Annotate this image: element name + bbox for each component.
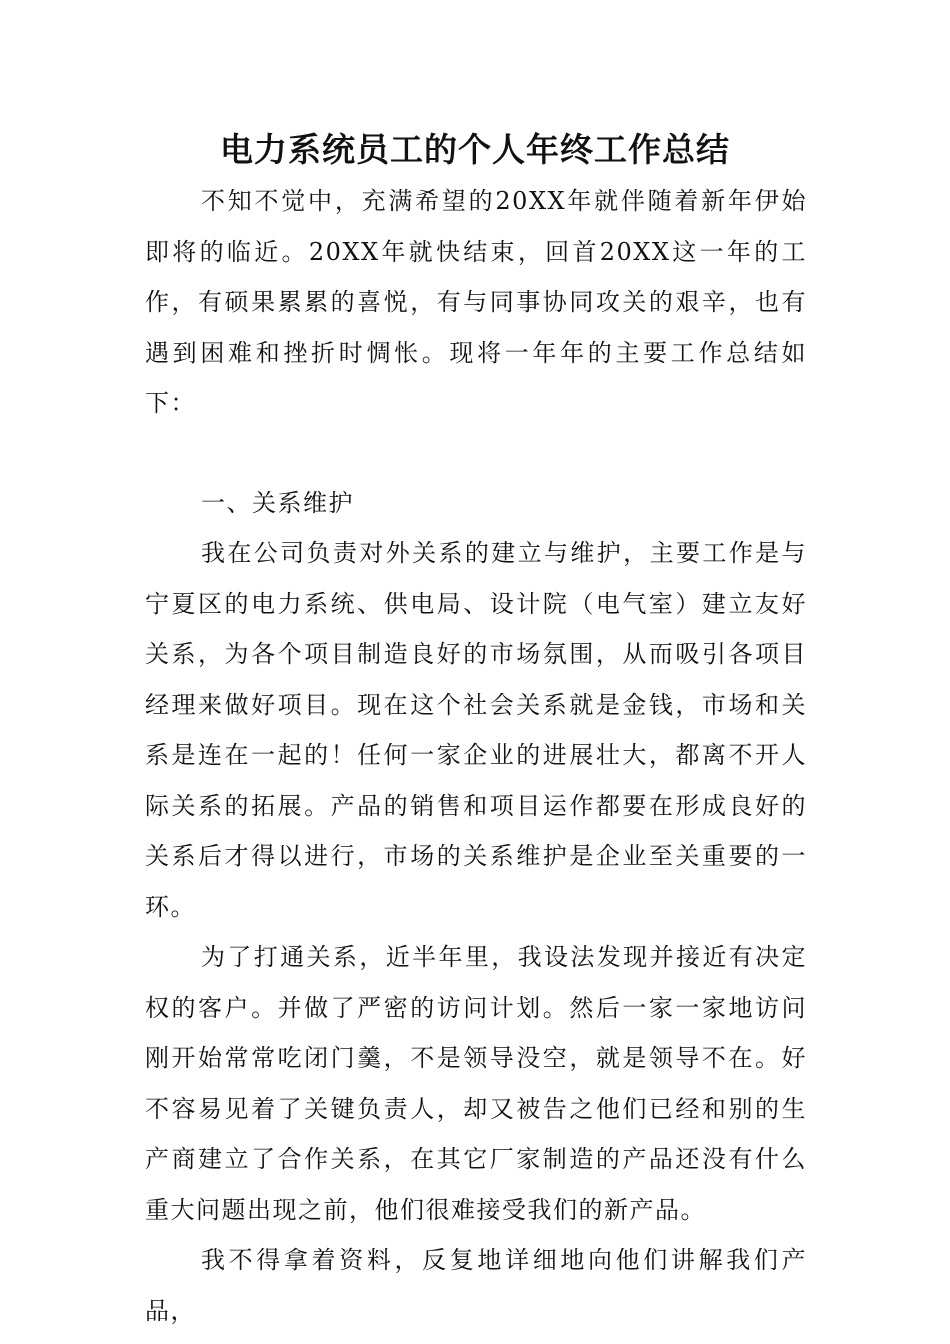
intro-paragraph: 不知不觉中，充满希望的20XX年就伴随着新年伊始即将的临近。20XX年就快结束，回首20XX这一年的工作，有硕果累累的喜悦，有与同事协同攻关的艰辛，也有遇到困难和挫折时惆怅。现将一年年的主要工作总结如下： [145,187,807,417]
section1-paragraph-3: 我不得拿着资料，反复地详细地向他们讲解我们产品， [145,1246,807,1325]
document-body [145,176,807,1336]
section-heading-relationship: 一、关系维护 [201,488,354,517]
section1-paragraph-1: 我在公司负责对外关系的建立与维护，主要工作是与宁夏区的电力系统、供电局、设计院（电气室）建立友好关系，为各个项目制造良好的市场氛围，从而吸引各项目经理来做好项目。现在这个社会关系就是金钱，市场和关系是连在一起的！任何一家企业的进展壮大，都离不开人际关系的拓展。产品的销售和项目运作都要在形成良好的关系后才得以进行，市场的关系维护是企业至关重要的一环。 [145,539,807,921]
section1-paragraph-2: 为了打通关系，近半年里，我设法发现并接近有决定权的客户。并做了严密的访问计划。然后一家一家地访问刚开始常常吃闭门羹，不是领导没空，就是领导不在。好不容易见着了关键负责人，却又被告之他们已经和别的生产商建立了合作关系，在其它厂家制造的产品还没有什么重大问题出现之前，他们很难接受我们的新产品。 [145,943,807,1224]
document-title: 电力系统员工的个人年终工作总结 [220,130,730,169]
